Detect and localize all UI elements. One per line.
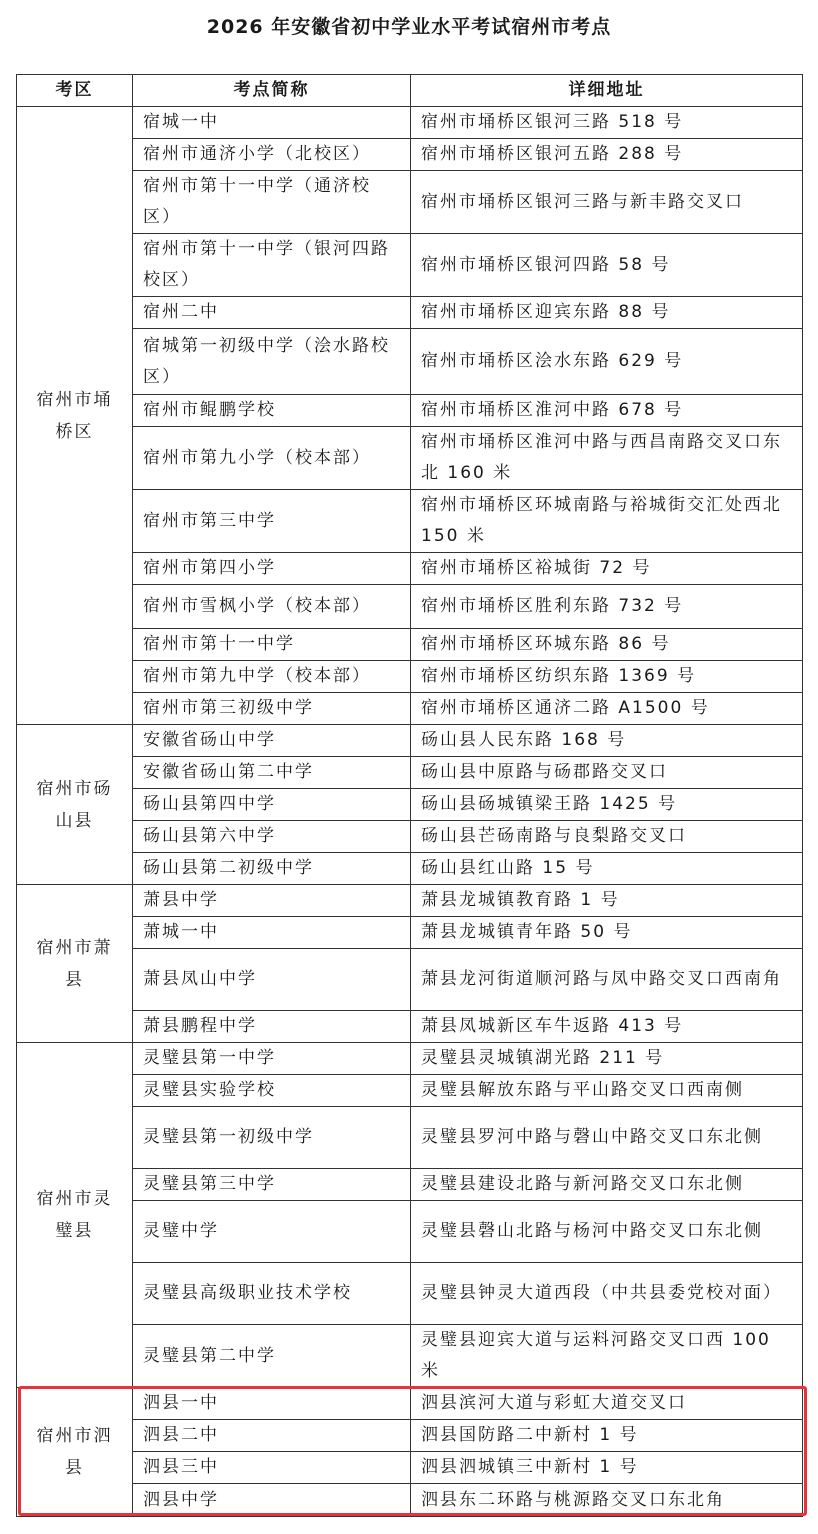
site-name-cell: 泗县二中 [133, 1420, 411, 1452]
table-row [17, 139, 803, 171]
table-row [17, 1420, 803, 1452]
address-cell: 宿州市埇桥区环城南路与裕城街交汇处西北 150 米 [411, 490, 803, 553]
address-cell: 宿州市埇桥区银河五路 288 号 [411, 139, 803, 171]
address-cell: 灵璧县建设北路与新河路交叉口东北侧 [411, 1169, 803, 1201]
site-name-cell: 砀山县第二初级中学 [133, 853, 411, 885]
header-site-name: 考点简称 [133, 75, 411, 107]
table-row [17, 1388, 803, 1420]
table-row [17, 1201, 803, 1263]
table-row [17, 234, 803, 297]
address-cell: 宿州市埇桥区裕城街 72 号 [411, 553, 803, 585]
table-row [17, 757, 803, 789]
address-cell: 泗县东二环路与桃源路交叉口东北角 [411, 1484, 803, 1517]
address-cell: 砀山县中原路与砀郡路交叉口 [411, 757, 803, 789]
address-cell: 砀山县红山路 15 号 [411, 853, 803, 885]
table-row [17, 1452, 803, 1484]
district-cell: 宿州市灵璧县 [17, 1043, 133, 1388]
site-name-cell: 宿州市第九中学（校本部） [133, 661, 411, 693]
address-cell: 宿州市埇桥区银河三路与新丰路交叉口 [411, 171, 803, 234]
table-row [17, 1484, 803, 1517]
site-name-cell: 宿州市第三初级中学 [133, 693, 411, 725]
site-name-cell: 砀山县第四中学 [133, 789, 411, 821]
address-cell: 灵璧县罗河中路与磬山中路交叉口东北侧 [411, 1107, 803, 1169]
table-row [17, 693, 803, 725]
address-cell: 宿州市埇桥区胜利东路 732 号 [411, 585, 803, 629]
table-row [17, 629, 803, 661]
address-cell: 宿州市埇桥区银河四路 58 号 [411, 234, 803, 297]
address-cell: 宿州市埇桥区浍水东路 629 号 [411, 329, 803, 395]
document-title: 2026 年安徽省初中学业水平考试宿州市考点 [206, 16, 612, 38]
table-row [17, 1169, 803, 1201]
table-row [17, 1263, 803, 1325]
table-row [17, 490, 803, 553]
address-cell: 砀山县人民东路 168 号 [411, 725, 803, 757]
table-row [17, 885, 803, 917]
table-row [17, 853, 803, 885]
site-name-cell: 宿州市鲲鹏学校 [133, 395, 411, 427]
table-row [17, 1043, 803, 1075]
address-cell: 宿州市埇桥区通济二路 A1500 号 [411, 693, 803, 725]
address-cell: 宿州市埇桥区淮河中路 678 号 [411, 395, 803, 427]
address-cell: 泗县滨河大道与彩虹大道交叉口 [411, 1388, 803, 1420]
site-name-cell: 泗县一中 [133, 1388, 411, 1420]
table-row [17, 725, 803, 757]
site-name-cell: 宿州市通济小学（北校区） [133, 139, 411, 171]
table-row [17, 917, 803, 949]
site-name-cell: 灵璧县第一初级中学 [133, 1107, 411, 1169]
site-name-cell: 宿州市第三中学 [133, 490, 411, 553]
table-row [17, 297, 803, 329]
address-cell: 宿州市埇桥区银河三路 518 号 [411, 107, 803, 139]
site-name-cell: 泗县中学 [133, 1484, 411, 1517]
site-name-cell: 宿州市第十一中学 [133, 629, 411, 661]
site-name-cell: 泗县三中 [133, 1452, 411, 1484]
table-row [17, 1107, 803, 1169]
table-row [17, 585, 803, 629]
table-row [17, 427, 803, 490]
district-cell: 宿州市砀山县 [17, 725, 133, 885]
address-cell: 宿州市埇桥区环城东路 86 号 [411, 629, 803, 661]
table-header-row [17, 75, 803, 107]
site-name-cell: 宿州市第九小学（校本部） [133, 427, 411, 490]
table-row [17, 1325, 803, 1388]
address-cell: 灵璧县钟灵大道西段（中共县委党校对面） [411, 1263, 803, 1325]
district-cell: 宿州市埇桥区 [17, 107, 133, 725]
address-cell: 宿州市埇桥区迎宾东路 88 号 [411, 297, 803, 329]
address-cell: 砀山县芒砀南路与良梨路交叉口 [411, 821, 803, 853]
site-name-cell: 萧县中学 [133, 885, 411, 917]
site-name-cell: 宿州市第十一中学（通济校区） [133, 171, 411, 234]
site-name-cell: 砀山县第六中学 [133, 821, 411, 853]
site-name-cell: 宿州市第十一中学（银河四路校区） [133, 234, 411, 297]
address-cell: 萧县龙河街道顺河路与凤中路交叉口西南角 [411, 949, 803, 1011]
table-row [17, 329, 803, 395]
address-cell: 宿州市埇桥区淮河中路与西昌南路交叉口东北 160 米 [411, 427, 803, 490]
table-row [17, 949, 803, 1011]
site-name-cell: 灵璧县高级职业技术学校 [133, 1263, 411, 1325]
address-cell: 灵璧县磬山北路与杨河中路交叉口东北侧 [411, 1201, 803, 1263]
table-row [17, 661, 803, 693]
site-name-cell: 萧县凤山中学 [133, 949, 411, 1011]
header-address: 详细地址 [411, 75, 803, 107]
address-cell: 泗县泗城镇三中新村 1 号 [411, 1452, 803, 1484]
site-name-cell: 宿城一中 [133, 107, 411, 139]
address-cell: 萧县龙城镇教育路 1 号 [411, 885, 803, 917]
site-name-cell: 安徽省砀山第二中学 [133, 757, 411, 789]
site-name-cell: 灵璧县第三中学 [133, 1169, 411, 1201]
table-row [17, 171, 803, 234]
table-row [17, 395, 803, 427]
district-cell: 宿州市萧县 [17, 885, 133, 1043]
site-name-cell: 灵璧县第二中学 [133, 1325, 411, 1388]
district-cell: 宿州市泗县 [17, 1388, 133, 1517]
site-name-cell: 宿州市雪枫小学（校本部） [133, 585, 411, 629]
site-name-cell: 萧城一中 [133, 917, 411, 949]
site-name-cell: 宿城第一初级中学（浍水路校区） [133, 329, 411, 395]
table-row [17, 1011, 803, 1043]
site-name-cell: 灵璧中学 [133, 1201, 411, 1263]
table-body [17, 107, 803, 1517]
table-row [17, 821, 803, 853]
address-cell: 灵璧县迎宾大道与运料河路交叉口西 100 米 [411, 1325, 803, 1388]
site-name-cell: 宿州市第四小学 [133, 553, 411, 585]
site-name-cell: 宿州二中 [133, 297, 411, 329]
address-cell: 萧县凤城新区车牛返路 413 号 [411, 1011, 803, 1043]
address-cell: 砀山县砀城镇梁王路 1425 号 [411, 789, 803, 821]
exam-sites-table [16, 74, 803, 1517]
site-name-cell: 萧县鹏程中学 [133, 1011, 411, 1043]
table-row [17, 1075, 803, 1107]
table-row [17, 789, 803, 821]
site-name-cell: 安徽省砀山中学 [133, 725, 411, 757]
table-row [17, 107, 803, 139]
header-district: 考区 [17, 75, 133, 107]
address-cell: 泗县国防路二中新村 1 号 [411, 1420, 803, 1452]
address-cell: 萧县龙城镇青年路 50 号 [411, 917, 803, 949]
address-cell: 灵璧县解放东路与平山路交叉口西南侧 [411, 1075, 803, 1107]
address-cell: 宿州市埇桥区纺织东路 1369 号 [411, 661, 803, 693]
table-row [17, 553, 803, 585]
address-cell: 灵璧县灵城镇湖光路 211 号 [411, 1043, 803, 1075]
site-name-cell: 灵璧县实验学校 [133, 1075, 411, 1107]
site-name-cell: 灵璧县第一中学 [133, 1043, 411, 1075]
